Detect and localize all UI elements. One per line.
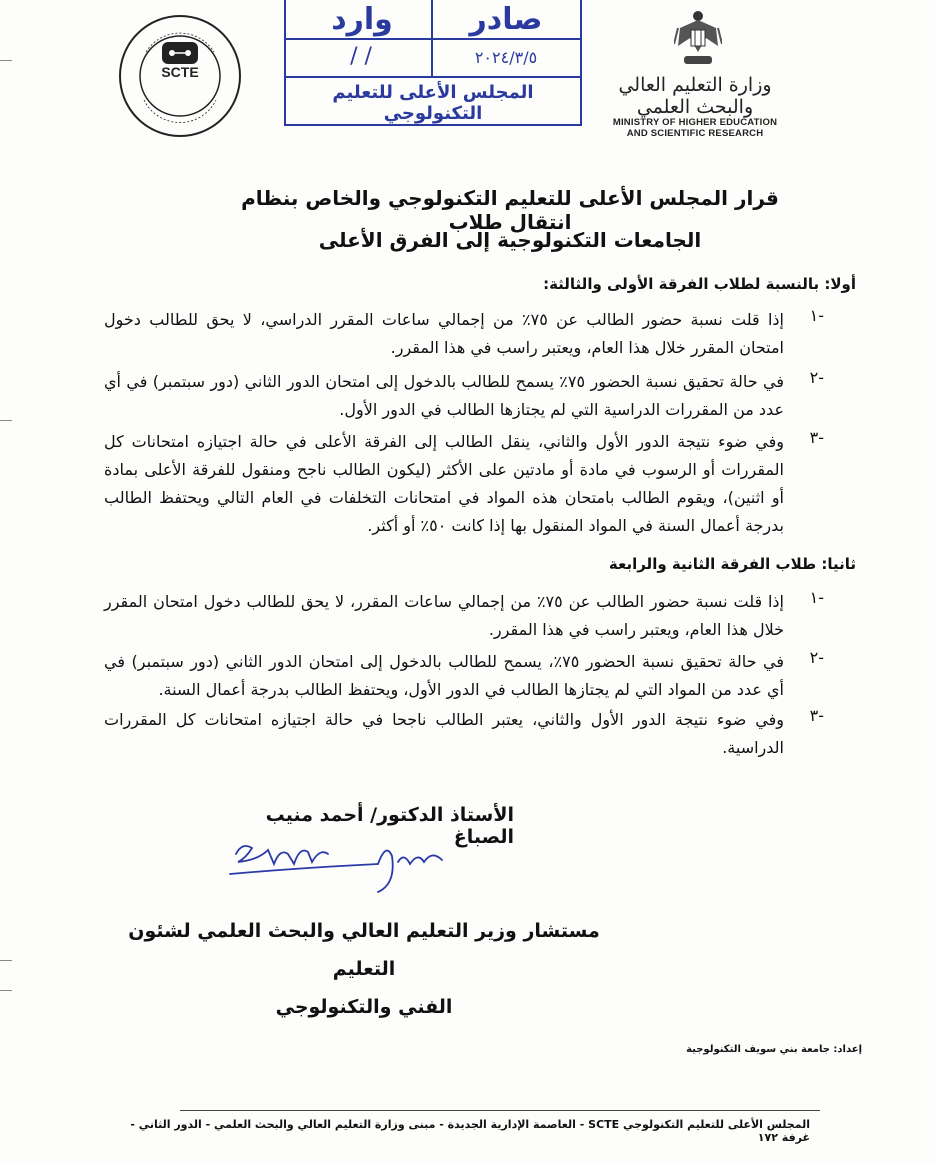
binding-mark [0, 60, 12, 61]
item-text: إذا قلت نسبة حضور الطالب عن ٧٥٪ من إجمالي ساعات المقرر، لا يحق للطالب دخول امتحان المقرر خلال هذا العام، ويعتبر راسب في هذا المقرر. [104, 592, 784, 639]
list-item [104, 648, 824, 704]
list-item [104, 706, 824, 762]
item-number: -٣ [809, 706, 824, 725]
scte-logo-text: SCTE [161, 64, 199, 80]
stamp-divider [286, 76, 580, 78]
signatory-name: الأستاذ الدكتور/ أحمد منيب الصباغ [265, 804, 514, 848]
stamp-outgoing-date: ٢٠٢٤/٣/٥ [474, 48, 538, 67]
item-text: في حالة تحقيق نسبة الحضور ٧٥٪ يسمح للطالب بالدخول إلى امتحان الدور الثاني (دور سبتمبر) في أي عدد من المقررات الدراسية التي لم يجتازها الطالب في الدور الأول. [104, 372, 785, 419]
signatory-title-line1: مستشار وزير التعليم العالي والبحث العلمي لشئون التعليم [128, 920, 600, 980]
handwritten-signature [228, 834, 468, 896]
item-text: وفي ضوء نتيجة الدور الأول والثاني، ينقل الطالب إلى الفرقة الأعلى في حالة اجتيازه امتحانات كل المقررات أو الرسوب في مادة أو مادتين على الأكثر (ليكون الطالب ناجح ومنقول للفرقة الأعلى بمادة أو اثنين)، ويقوم الطالب بامتحان هذه المواد في امتحانات التخلفات في العام التالي ويحتفظ الطالب بدرجة أعمال السنة في المواد المنقول بها إذا كانت ٥٠٪ أو أكثر. [104, 432, 784, 535]
decision-title-line2: الجامعات التكنولوجية إلى الفرق الأعلى [318, 228, 702, 252]
ministry-name-ar: وزارة التعليم العالي والبحث العلمي [618, 74, 772, 118]
ministry-name-en-line2: AND SCIENTIFIC RESEARCH [626, 128, 764, 139]
footer-divider [180, 1110, 820, 1111]
stamp-incoming-date: / / [350, 44, 372, 69]
item-number: -٣ [809, 428, 824, 447]
signatory-title-line2: الفني والتكنولوجي [275, 996, 453, 1018]
decision-title-line1: قرار المجلس الأعلى للتعليم التكنولوجي والخاص بنظام انتقال طلاب [241, 186, 779, 234]
footer-address: المجلس الأعلى للتعليم التكنولوجي SCTE - العاصمة الإدارية الجديدة - مبنى وزارة التعليم العالي والبحث العلمي - الدور الثاني - غرفة ١٧٢ [130, 1118, 810, 1144]
stamp-organization: المجلس الأعلى للتعليم التكنولوجي [332, 82, 534, 124]
ministry-name-en-line1: MINISTRY OF HIGHER EDUCATION [612, 117, 778, 128]
stamp-divider [286, 38, 580, 40]
binding-mark [0, 960, 12, 961]
item-number: -١ [809, 588, 824, 607]
section-heading-second-fourth-year: ثانيا: طلاب الفرقة الثانية والرابعة [608, 555, 856, 573]
ministry-name-en [600, 117, 790, 139]
binding-mark [0, 990, 12, 991]
item-text: وفي ضوء نتيجة الدور الأول والثاني، يعتبر الطالب ناجحا في حالة اجتيازه امتحانات كل المقررات الدراسية. [104, 710, 784, 757]
item-text: في حالة تحقيق نسبة الحضور ٧٥٪، يسمح للطالب بالدخول إلى امتحان الدور الثاني (دور سبتمبر) في أي عدد من المواد التي لم يجتازها الطالب في الدور الأول، ويحتفظ الطالب بدرجة أعمال السنة. [104, 652, 785, 699]
incoming-stamp [284, 0, 582, 126]
binding-mark [0, 420, 12, 421]
item-number: -٢ [809, 648, 824, 667]
list-item [104, 588, 824, 644]
list-item [104, 368, 824, 424]
stamp-incoming-label: وارد [331, 2, 393, 37]
item-number: -٢ [809, 368, 824, 387]
eagle-emblem-icon [674, 8, 722, 72]
prepared-by: إعداد: جامعة بني سويف التكنولوجية [686, 1044, 862, 1055]
stamp-outgoing-label: صادر [469, 2, 543, 37]
list-item [104, 428, 824, 540]
item-number: -١ [809, 306, 824, 325]
item-text: إذا قلت نسبة حضور الطالب عن ٧٥٪ من إجمالي ساعات المقرر الدراسي، لا يحق للطالب دخول امتحان المقرر خلال هذا العام، ويعتبر راسب في هذا المقرر. [104, 310, 784, 357]
section-heading-first-third-year: أولا: بالنسبة لطلاب الفرقة الأولى والثالثة: [543, 275, 856, 293]
signatory-title [120, 912, 608, 1026]
stamp-divider [431, 0, 433, 76]
list-item [104, 306, 824, 362]
